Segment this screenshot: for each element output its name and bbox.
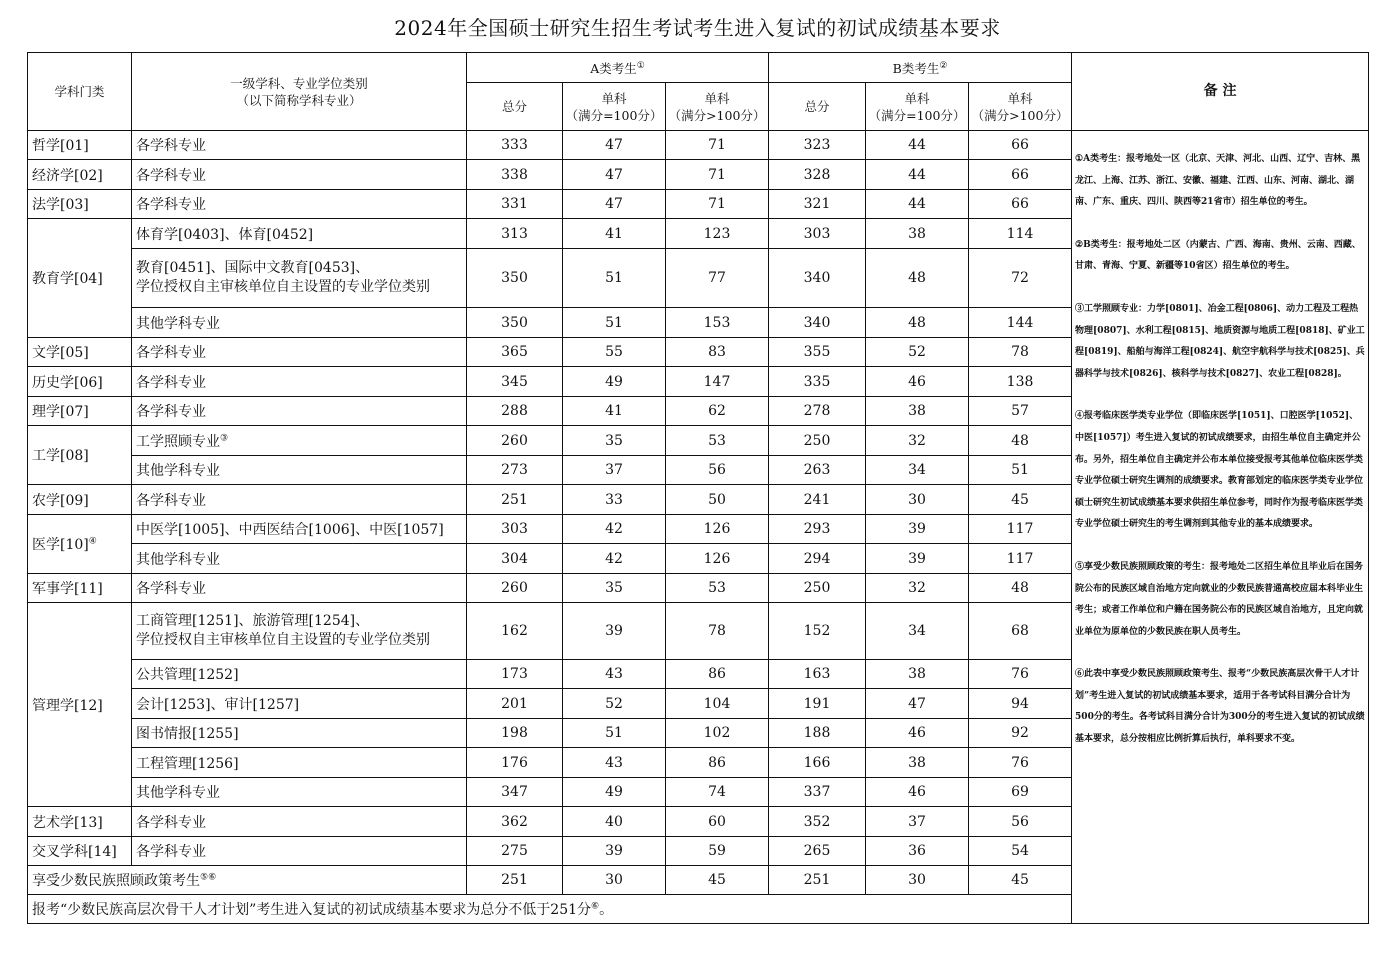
score-a-single100: 51 <box>563 308 666 338</box>
row-category: 艺术学[13] <box>28 807 132 837</box>
score-a-singleover100: 102 <box>666 719 769 748</box>
score-a-single100: 30 <box>563 866 666 895</box>
row-discipline: 其他学科专业 <box>132 544 467 574</box>
score-b-single100: 38 <box>866 219 969 249</box>
page-title: 2024年全国硕士研究生招生考试考生进入复试的初试成绩基本要求 <box>394 16 1001 40</box>
score-b-total: 188 <box>769 719 866 748</box>
score-b-singleover100: 51 <box>969 456 1072 485</box>
score-a-singleover100: 126 <box>666 544 769 574</box>
score-b-total: 250 <box>769 426 866 456</box>
score-b-total: 323 <box>769 131 866 160</box>
score-b-singleover100: 76 <box>969 660 1072 689</box>
score-a-total: 304 <box>467 544 563 574</box>
row-discipline: 各学科专业 <box>132 160 467 190</box>
note-3: ③工学照顾专业：力学[0801]、冶金工程[0806]、动力工程及工程热物理[0807]、水利工程[0815]、地质资源与地质工程[0818]、矿业工程[0819]、船舶与海洋工程[0824]、航空宇航科学与技术[0825]、兵器科学与技术[0826]、核科学与技术[0827]、农业工程[0828]。 <box>1075 303 1365 379</box>
row-discipline: 各学科专业 <box>132 837 467 866</box>
score-b-singleover100: 66 <box>969 160 1072 190</box>
score-a-singleover100: 45 <box>666 866 769 895</box>
score-a-single100: 40 <box>563 807 666 837</box>
score-a-total: 303 <box>467 515 563 544</box>
note-6: ⑥此表中享受少数民族照顾政策考生、报考“少数民族高层次骨干人才计划”考生进入复试的初试成绩基本要求，适用于各考试科目满分合计为500分的考生。各考试科目满分合计为300分的考生进入复试的初试成绩基本要求，总分按相应比例折算后执行，单科要求不变。 <box>1075 669 1365 745</box>
score-a-singleover100: 78 <box>666 603 769 660</box>
note-1: ①A类考生：报考地处一区（北京、天津、河北、山西、辽宁、吉林、黑龙江、上海、江苏、浙江、安徽、福建、江西、山东、河南、湖北、湖南、广东、重庆、四川、陕西等21省市）招生单位的考生。 <box>1075 154 1361 208</box>
score-a-single100: 47 <box>563 131 666 160</box>
score-b-total: 355 <box>769 338 866 367</box>
score-b-total: 250 <box>769 574 866 603</box>
header-b-single2: 单科 （满分>100分） <box>969 83 1072 131</box>
score-a-singleover100: 74 <box>666 778 769 807</box>
row-discipline: 其他学科专业 <box>132 308 467 338</box>
score-b-singleover100: 92 <box>969 719 1072 748</box>
notes-panel <box>1072 131 1369 924</box>
score-b-single100: 46 <box>866 719 969 748</box>
header-notes: 备 注 <box>1072 53 1369 131</box>
header-b-single1: 单科 （满分=100分） <box>866 83 969 131</box>
score-b-single100: 32 <box>866 426 969 456</box>
score-b-single100: 48 <box>866 249 969 308</box>
score-a-singleover100: 56 <box>666 456 769 485</box>
row-category: 文学[05] <box>28 338 132 367</box>
row-category: 军事学[11] <box>28 574 132 603</box>
footnote-mark: ③ <box>220 432 229 443</box>
row-discipline: 中医学[1005]、中西医结合[1006]、中医[1057] <box>132 515 467 544</box>
row-discipline: 图书情报[1255] <box>132 719 467 748</box>
row-discipline: 各学科专业 <box>132 397 467 426</box>
score-a-singleover100: 123 <box>666 219 769 249</box>
score-a-total: 251 <box>467 866 563 895</box>
score-a-singleover100: 104 <box>666 689 769 719</box>
score-b-single100: 39 <box>866 515 969 544</box>
header-discipline <box>132 53 467 131</box>
b-mark: ② <box>939 60 948 71</box>
score-b-singleover100: 66 <box>969 131 1072 160</box>
score-b-single100: 32 <box>866 574 969 603</box>
score-b-total: 352 <box>769 807 866 837</box>
header-a-single2: 单科 （满分>100分） <box>666 83 769 131</box>
row-discipline: 体育学[0403]、体育[0452] <box>132 219 467 249</box>
score-a-total: 201 <box>467 689 563 719</box>
score-b-total: 241 <box>769 485 866 515</box>
score-b-total: 166 <box>769 748 866 778</box>
row-discipline: 各学科专业 <box>132 367 467 397</box>
table-row <box>28 131 1369 160</box>
score-b-single100: 38 <box>866 660 969 689</box>
score-b-singleover100: 45 <box>969 866 1072 895</box>
score-a-total: 333 <box>467 131 563 160</box>
score-a-singleover100: 86 <box>666 660 769 689</box>
score-b-single100: 44 <box>866 190 969 219</box>
score-a-single100: 55 <box>563 338 666 367</box>
score-a-single100: 49 <box>563 367 666 397</box>
score-a-single100: 51 <box>563 249 666 308</box>
score-b-total: 263 <box>769 456 866 485</box>
score-b-singleover100: 114 <box>969 219 1072 249</box>
score-b-total: 191 <box>769 689 866 719</box>
row-discipline: 其他学科专业 <box>132 778 467 807</box>
note-2: ②B类考生：报考地处二区（内蒙古、广西、海南、贵州、云南、西藏、甘肃、青海、宁夏、新疆等10省区）招生单位的考生。 <box>1075 239 1361 272</box>
score-b-total: 303 <box>769 219 866 249</box>
score-b-single100: 37 <box>866 807 969 837</box>
row-discipline: 各学科专业 <box>132 190 467 219</box>
row-discipline: 各学科专业 <box>132 131 467 160</box>
score-b-single100: 44 <box>866 160 969 190</box>
score-a-singleover100: 60 <box>666 807 769 837</box>
score-b-total: 321 <box>769 190 866 219</box>
header-a-single1: 单科 （满分=100分） <box>563 83 666 131</box>
row-discipline: 公共管理[1252] <box>132 660 467 689</box>
header-b-group: B类考生② <box>769 53 1072 83</box>
score-b-single100: 52 <box>866 338 969 367</box>
score-b-total: 337 <box>769 778 866 807</box>
score-b-single100: 48 <box>866 308 969 338</box>
score-a-single100: 35 <box>563 574 666 603</box>
score-a-single100: 43 <box>563 660 666 689</box>
score-b-singleover100: 144 <box>969 308 1072 338</box>
row-category: 交叉学科[14] <box>28 837 132 866</box>
row-category: 经济学[02] <box>28 160 132 190</box>
score-b-total: 152 <box>769 603 866 660</box>
score-a-total: 345 <box>467 367 563 397</box>
score-a-total: 173 <box>467 660 563 689</box>
score-a-single100: 52 <box>563 689 666 719</box>
score-b-total: 278 <box>769 397 866 426</box>
score-b-single100: 38 <box>866 748 969 778</box>
row-discipline: 各学科专业 <box>132 338 467 367</box>
score-a-singleover100: 147 <box>666 367 769 397</box>
footer-note: 报考“少数民族高层次骨干人才计划”考生进入复试的初试成绩基本要求为总分不低于251分⑥。 <box>28 895 1072 924</box>
score-a-singleover100: 59 <box>666 837 769 866</box>
score-a-total: 275 <box>467 837 563 866</box>
row-category: 理学[07] <box>28 397 132 426</box>
score-a-singleover100: 53 <box>666 574 769 603</box>
score-b-total: 163 <box>769 660 866 689</box>
score-a-singleover100: 53 <box>666 426 769 456</box>
score-a-singleover100: 86 <box>666 748 769 778</box>
score-a-singleover100: 62 <box>666 397 769 426</box>
score-b-singleover100: 78 <box>969 338 1072 367</box>
score-b-singleover100: 57 <box>969 397 1072 426</box>
score-b-singleover100: 94 <box>969 689 1072 719</box>
score-b-single100: 36 <box>866 837 969 866</box>
score-a-single100: 42 <box>563 515 666 544</box>
score-a-single100: 39 <box>563 603 666 660</box>
score-a-total: 331 <box>467 190 563 219</box>
row-category: 教育学[04] <box>28 219 132 338</box>
score-a-total: 273 <box>467 456 563 485</box>
score-b-singleover100: 56 <box>969 807 1072 837</box>
note-5: ⑤享受少数民族照顾政策的考生：报考地处二区招生单位且毕业后在国务院公布的民族区域自治地方定向就业的少数民族普通高校应届本科毕业生考生；或者工作单位和户籍在国务院公布的民族区域自治地方，且定向就业单位为原单位的少数民族在职人员考生。 <box>1075 561 1364 637</box>
row-discipline: 各学科专业 <box>132 485 467 515</box>
header-discipline-line1: 一级学科、专业学位类别 <box>230 75 368 91</box>
score-b-singleover100: 117 <box>969 544 1072 574</box>
header-category: 学科门类 <box>28 53 132 131</box>
score-b-singleover100: 66 <box>969 190 1072 219</box>
score-a-total: 260 <box>467 426 563 456</box>
score-a-total: 362 <box>467 807 563 837</box>
footnote-mark: ④ <box>88 536 97 547</box>
score-a-single100: 51 <box>563 719 666 748</box>
score-a-single100: 43 <box>563 748 666 778</box>
score-b-single100: 47 <box>866 689 969 719</box>
a-mark: ① <box>636 60 645 71</box>
score-a-singleover100: 126 <box>666 515 769 544</box>
score-a-total: 162 <box>467 603 563 660</box>
score-a-total: 288 <box>467 397 563 426</box>
row-category: 农学[09] <box>28 485 132 515</box>
score-a-singleover100: 71 <box>666 190 769 219</box>
row-discipline: 教育[0451]、国际中文教育[0453]、 学位授权自主审核单位自主设置的专业学位类别 <box>132 249 467 308</box>
note-4: ④报考临床医学类专业学位（即临床医学[1051]、口腔医学[1052]、中医[1057]）考生进入复试的初试成绩要求，由招生单位自主确定并公布。另外，招生单位自主确定并公布本单位接受报考其他单位临床医学类专业学位硕士研究生调剂的成绩要求。教育部划定的临床医学类专业学位硕士研究生初试成绩基本要求供招生单位参考，同时作为报考临床医学类专业学位硕士研究生的考生调剂到其他专业的基本成绩要求。 <box>1075 411 1364 530</box>
score-b-single100: 30 <box>866 866 969 895</box>
score-b-single100: 30 <box>866 485 969 515</box>
score-b-singleover100: 54 <box>969 837 1072 866</box>
score-a-single100: 49 <box>563 778 666 807</box>
score-a-single100: 33 <box>563 485 666 515</box>
score-a-singleover100: 50 <box>666 485 769 515</box>
score-a-total: 350 <box>467 308 563 338</box>
score-table <box>27 52 1369 924</box>
score-a-single100: 47 <box>563 160 666 190</box>
score-b-total: 340 <box>769 249 866 308</box>
score-a-total: 260 <box>467 574 563 603</box>
score-a-total: 350 <box>467 249 563 308</box>
score-b-total: 335 <box>769 367 866 397</box>
score-b-total: 251 <box>769 866 866 895</box>
row-discipline: 会计[1253]、审计[1257] <box>132 689 467 719</box>
header-discipline-line2: （以下简称学科专业） <box>236 92 362 108</box>
score-b-single100: 34 <box>866 603 969 660</box>
score-b-total: 340 <box>769 308 866 338</box>
row-discipline: 工程管理[1256] <box>132 748 467 778</box>
score-a-single100: 42 <box>563 544 666 574</box>
score-a-singleover100: 71 <box>666 131 769 160</box>
score-b-singleover100: 48 <box>969 426 1072 456</box>
score-a-total: 338 <box>467 160 563 190</box>
row-category: 哲学[01] <box>28 131 132 160</box>
score-b-total: 293 <box>769 515 866 544</box>
score-b-singleover100: 117 <box>969 515 1072 544</box>
score-b-singleover100: 69 <box>969 778 1072 807</box>
row-category: 法学[03] <box>28 190 132 219</box>
score-b-singleover100: 68 <box>969 603 1072 660</box>
score-b-single100: 34 <box>866 456 969 485</box>
score-a-total: 198 <box>467 719 563 748</box>
score-a-total: 365 <box>467 338 563 367</box>
score-a-single100: 35 <box>563 426 666 456</box>
score-b-singleover100: 138 <box>969 367 1072 397</box>
header-b-total: 总分 <box>769 83 866 131</box>
footnote-mark: ⑤⑥ <box>200 872 217 883</box>
score-b-singleover100: 48 <box>969 574 1072 603</box>
score-b-singleover100: 72 <box>969 249 1072 308</box>
score-b-singleover100: 45 <box>969 485 1072 515</box>
row-category: 历史学[06] <box>28 367 132 397</box>
row-category: 医学[10]④ <box>28 515 132 574</box>
score-a-single100: 47 <box>563 190 666 219</box>
header-a-total: 总分 <box>467 83 563 131</box>
score-b-singleover100: 76 <box>969 748 1072 778</box>
footnote-mark: ⑥ <box>591 901 600 912</box>
score-b-single100: 46 <box>866 367 969 397</box>
score-b-total: 265 <box>769 837 866 866</box>
score-b-single100: 44 <box>866 131 969 160</box>
score-a-total: 313 <box>467 219 563 249</box>
row-discipline: 其他学科专业 <box>132 456 467 485</box>
row-discipline: 各学科专业 <box>132 574 467 603</box>
score-a-single100: 41 <box>563 397 666 426</box>
score-b-single100: 46 <box>866 778 969 807</box>
score-a-singleover100: 71 <box>666 160 769 190</box>
score-a-singleover100: 77 <box>666 249 769 308</box>
score-b-single100: 39 <box>866 544 969 574</box>
row-category: 工学[08] <box>28 426 132 485</box>
row-discipline: 工商管理[1251]、旅游管理[1254]、 学位授权自主审核单位自主设置的专业学位类别 <box>132 603 467 660</box>
score-a-single100: 37 <box>563 456 666 485</box>
row-discipline: 工学照顾专业③ <box>132 426 467 456</box>
score-a-total: 347 <box>467 778 563 807</box>
header-a-group: A类考生① <box>467 53 769 83</box>
score-a-single100: 41 <box>563 219 666 249</box>
score-a-single100: 39 <box>563 837 666 866</box>
score-b-total: 294 <box>769 544 866 574</box>
score-a-total: 251 <box>467 485 563 515</box>
row-category: 管理学[12] <box>28 603 132 807</box>
score-b-total: 328 <box>769 160 866 190</box>
row-category: 享受少数民族照顾政策考生⑤⑥ <box>28 866 467 895</box>
score-a-total: 176 <box>467 748 563 778</box>
score-a-singleover100: 153 <box>666 308 769 338</box>
score-b-single100: 38 <box>866 397 969 426</box>
row-discipline: 各学科专业 <box>132 807 467 837</box>
score-a-singleover100: 83 <box>666 338 769 367</box>
